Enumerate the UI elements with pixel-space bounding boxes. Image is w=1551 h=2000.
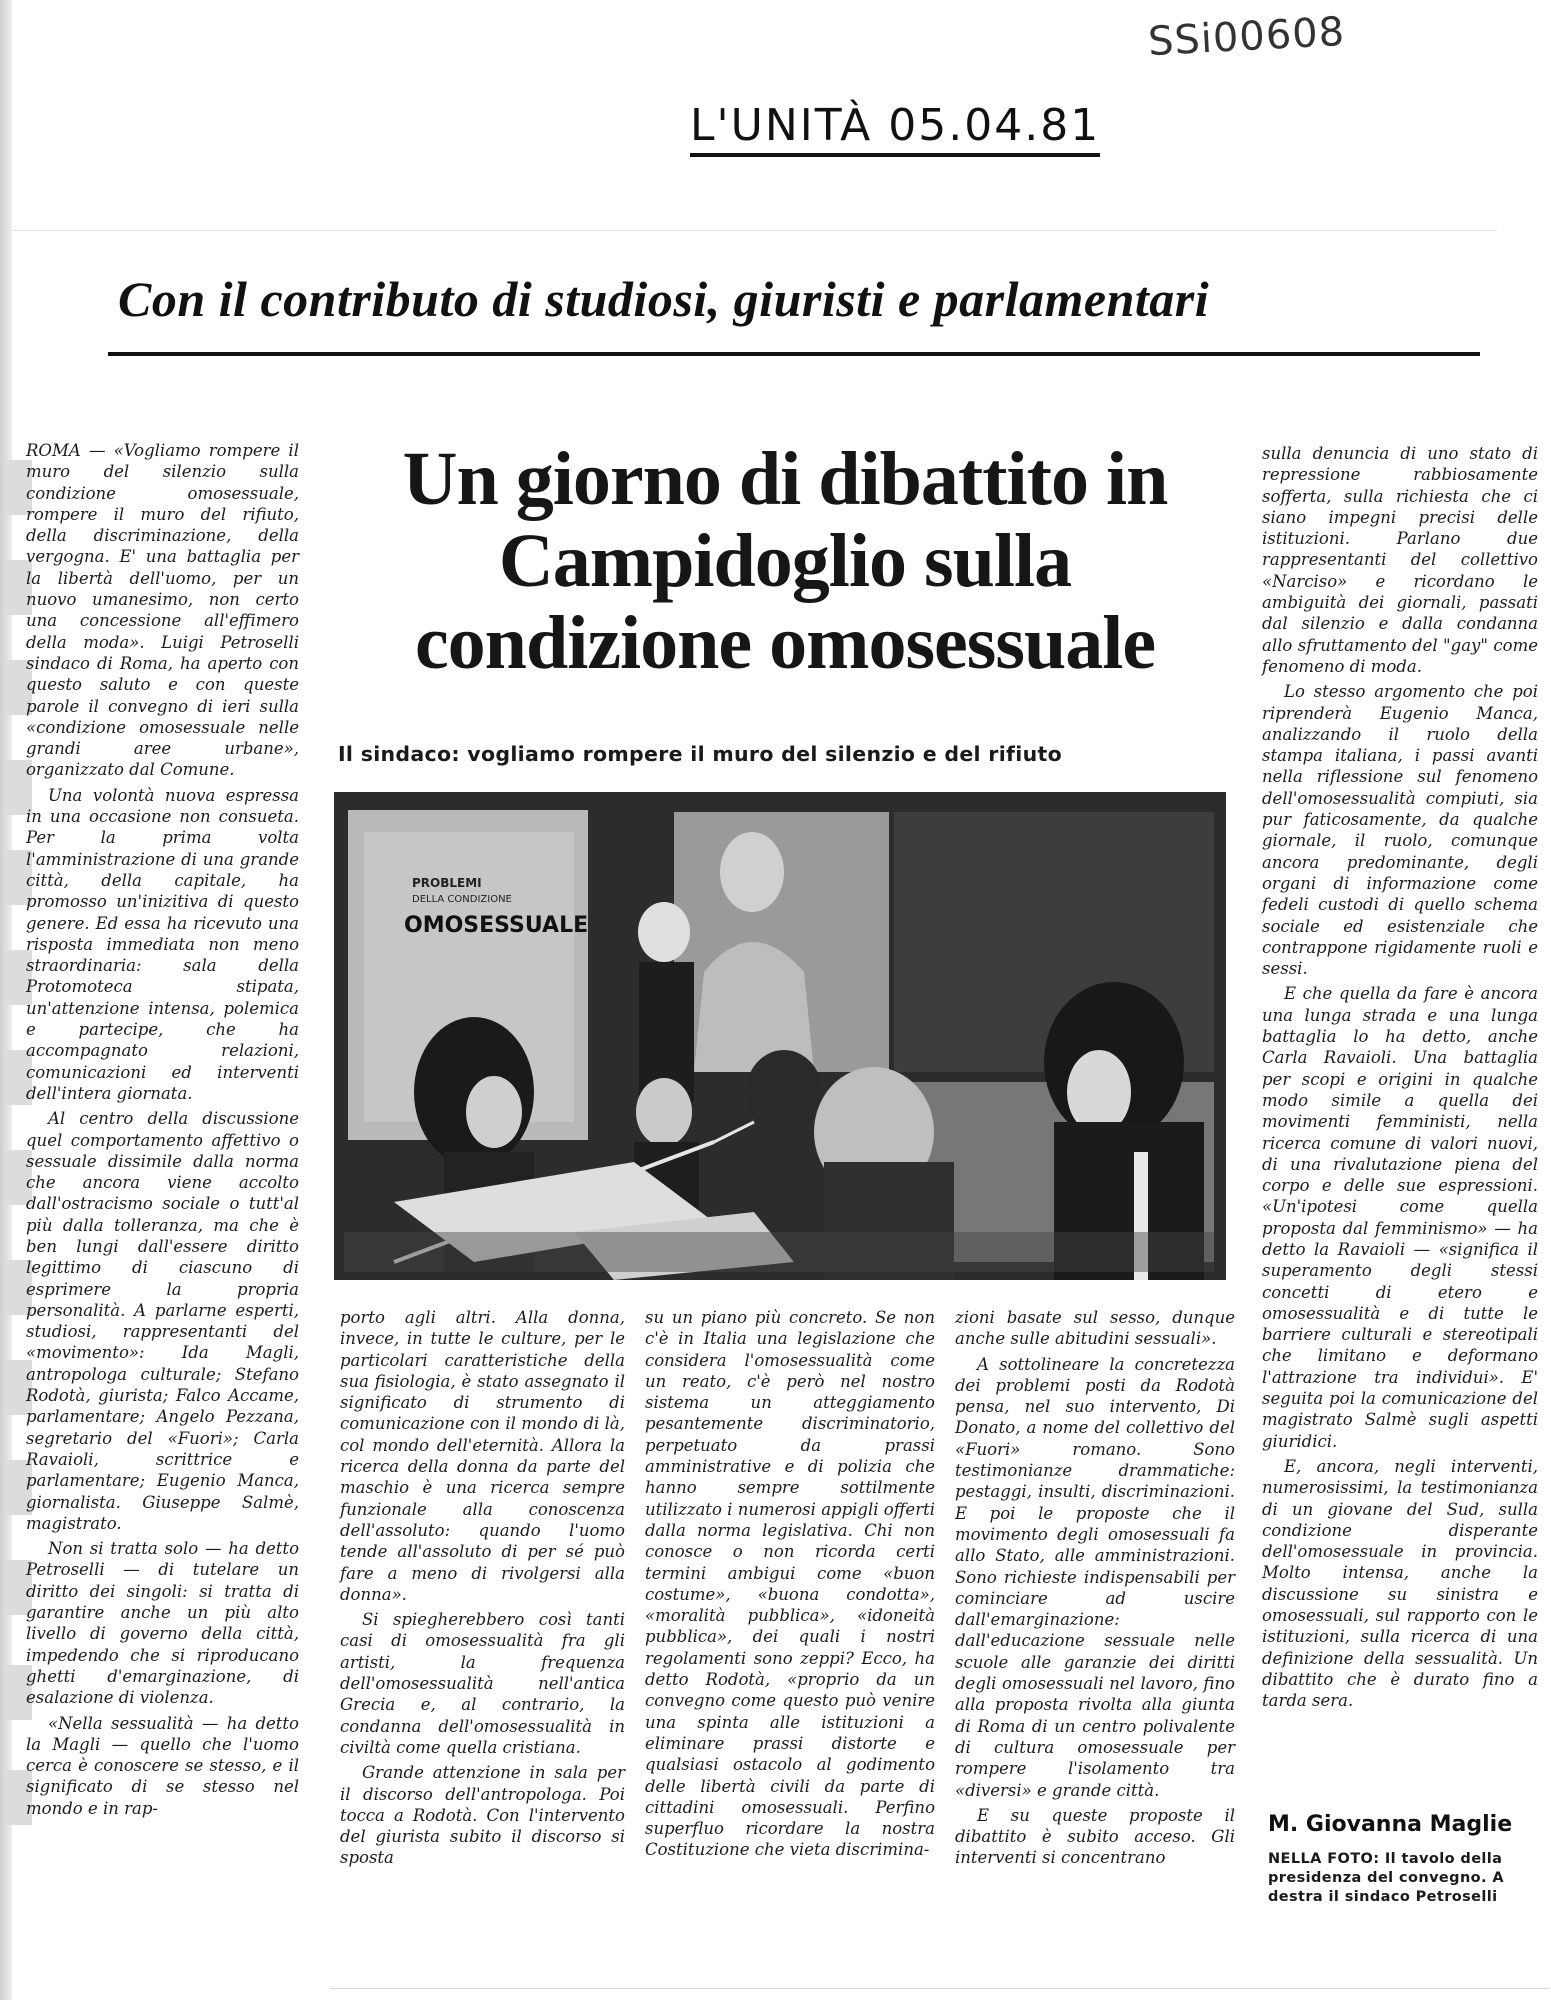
photo-illustration [334, 792, 1226, 1280]
article-column-3 [645, 1307, 935, 1865]
paragraph: E che quella da fare è ancora una lunga strada e una lunga battaglia lo ha detto, anche Carla Ravaioli. Una battaglia per scopi e origini in qualche modo simile a quella dei movimenti femministi, nella ricerca comune di valori nuovi, di una rivalutazione piena del corpo e delle sue espressioni. «Un'ipotesi come quella proposta dal femminismo» — ha detto la Ravaioli — «significa il superamento degli stessi concetti di etero e omosessualità e di tutte le barriere culturali e stereotipali che limitano e deformano l'attrazione tra individui». E' seguita poi la comunicazione del magistrato Salmè sugli aspetti giuridici. [1262, 984, 1538, 1451]
paragraph: zioni basate sul sesso, dunque anche sulle abitudini sessuali». [955, 1308, 1235, 1349]
paragraph: sulla denuncia di uno stato di repressione rabbiosamente sofferta, sulla richiesta che ci siano impegni precisi delle istituzioni. Parlano due rappresentanti del collettivo «Narciso» e ricordano le ambiguità dei giornali, passati dal silenzio e dalla condanna allo sfruttamento del "gay" come fenomeno di moda. [1262, 444, 1538, 676]
paragraph: «Nella sessualità — ha detto la Magli — quello che l'uomo cerca è conoscere se stesso, e il significato di se stesso nel mondo e in rap- [26, 1713, 299, 1818]
paragraph: Al centro della discussione quel comportamento affettivo o sessuale dissimile dalla norma che ancora viene accolto dall'ostracismo sociale o tutt'al più dalla tolleranza, ma che è ben lungi dall'essere diritto legittimo di ciascuno di esprimere la propria personalità. A parlarne esperti, studiosi, rappresentanti del «movimento»: Ida Magli, antropologa culturale; Stefano Rodotà, giurista; Falco Accame, parlamentare; Angelo Pezzana, segretario del «Fuori»; Carla Ravaioli, scrittrice e parlamentare; Eugenio Manca, giornalista. Giuseppe Salmè, magistrato. [26, 1109, 299, 1533]
paragraph: Una volontà nuova espressa in una occasione non consueta. Per la prima volta l'amministrazione di una grande città, della capitale, ha promosso un'inizitiva di questo genere. Ed essa ha ricevuto una risposta immediata non meno straordinaria: sala della Protomoteca stipata, un'attenzione intensa, polemica e partecipe, che ha accompagnato relazioni, comunicazioni ed interventi dell'intera giornata. [26, 785, 299, 1103]
caption-lead: NELLA FOTO: [1268, 1851, 1380, 1867]
kicker: Con il contributo di studiosi, giuristi e parlamentari [118, 271, 1210, 327]
paragraph: ROMA — «Vogliamo rompere il muro del silenzio sulla condizione omosessuale, rompere il muro del rifiuto, della discriminazione, della vergogna. E' una battaglia per la libertà dell'uomo, per un nuovo umanesimo, non certo una concessione all'effimero della moda». Luigi Petroselli sindaco di Roma, ha aperto con questo saluto e con queste parole il convegno di ieri sulla «condizione omosessuale nelle grandi aree urbane», organizzato dal Comune. [26, 441, 299, 780]
subheadline: Il sindaco: vogliamo rompere il muro del silenzio e del rifiuto [338, 742, 1062, 766]
kicker-rule [108, 352, 1480, 356]
photo-caption [1268, 1850, 1536, 1907]
clipping-bottom-edge [330, 1988, 1550, 1989]
news-photo [334, 792, 1226, 1280]
svg-text:OMOSESSUALE: OMOSESSUALE [404, 913, 589, 938]
paragraph: E su queste proposte il dibattito è subito acceso. Gli interventi si concentrano [955, 1805, 1235, 1868]
paragraph: A sottolineare la concretezza dei problemi posti da Rodotà pensa, nel suo intervento, Di Donato, a nome del collettivo del «Fuori» romano. Sono testimonianze drammatiche: pestaggi, insulti, discriminazioni. E poi le proposte che il movimento degli omosessuali fa allo Stato, alle amministrazioni. Sono richieste indispensabili per cominciare ad uscire dall'emarginazione: dall'educazione sessuale nelle scuole alle garanzie dei diritti degli omosessuali nel lavoro, fino alla proposta rivolta alla giunta di Roma di un centro polivalente di cultura omosessuale per rompere l'isolamento tra «diversi» e grande città. [955, 1354, 1235, 1800]
caption-text: Il tavolo della presidenza del convegno. A destra il sindaco Petroselli [1268, 1851, 1505, 1905]
paragraph: su un piano più concreto. Se non c'è in Italia una legislazione che considera l'omosessualità come un reato, c'è però nel nostro sistema un atteggiamento pesantemente discriminatorio, perpetuato da prassi amministrative e di polizia che hanno sempre sottilmente utilizzato i numerosi appigli offerti dalla norma legislativa. Chi non conosce o non ricorda certi termini ambigui come «buon costume», «buona condotta», «moralità pubblica», «idoneità pubblica», dei quali i nostri regolamenti sono zeppi? Ecco, ha detto Rodotà, «proprio da un convegno come questo può venire una spinta alle istituzioni a eliminare prassi distorte e qualsiasi ostacolo al godimento delle libertà civili da parte di cittadini omosessuali. Perfino superfluo ricordare la nostra Costituzione che vieta discrimina- [645, 1308, 935, 1860]
byline: M. Giovanna Maglie [1268, 1812, 1513, 1837]
paragraph: Non si tratta solo — ha detto Petroselli — di tutelare un diritto dei singoli: si tratta di garantire anche un più alto livello di governo della città, impedendo che si riproducano ghetti d'emarginazione, di esalazione di violenza. [26, 1539, 299, 1708]
paragraph: E, ancora, negli interventi, numerosissimi, la testimonianza di un giovane del Sud, sulla condizione disperante dell'omosessuale in provincia. Molto intensa, anche la discussione su sinistra e omosessuali, sul rapporto con le istituzioni, sulla ricerca di una definizione della sessualità. Un dibattito che è durato fino a tarda sera. [1262, 1456, 1538, 1711]
archive-code: SSi00608 [1146, 8, 1347, 66]
source-annotation: L'UNITÀ 05.04.81 [690, 100, 1100, 157]
paragraph: Lo stesso argomento che poi riprenderà Eugenio Manca, analizzando il ruolo della stampa italiana, i passi avanti nella riflessione sul fenomeno dell'omosessualità compiuti, sia pur faticosamente, da qualche giornale, il ruolo, comunque ancora predominante, degli organi di informazione come fedeli custodi di quello schema sociale ed esistenziale che contrappone rigidamente ruoli e sessi. [1262, 682, 1538, 979]
article-column-1 [26, 440, 299, 1823]
banner-text: PROBLEMI [412, 876, 482, 890]
article-column-5 [1262, 443, 1538, 1716]
paragraph: Grande attenzione in sala per il discorso dell'antropologa. Poi tocca a Rodotà. Con l'intervento del giurista subito il discorso si sposta [340, 1763, 625, 1868]
svg-text:DELLA CONDIZIONE: DELLA CONDIZIONE [412, 894, 512, 905]
clipping-edge [12, 230, 1497, 231]
article-column-4 [955, 1307, 1235, 1873]
article-column-2 [340, 1307, 625, 1873]
paragraph: Si spiegherebbero così tanti casi di omosessualità fra gli artisti, la frequenza dell'omosessualità nell'antica Grecia e, al contrario, la condanna dell'omosessualità in civiltà come quella cristiana. [340, 1610, 625, 1757]
paragraph: porto agli altri. Alla donna, invece, in tutte le culture, per le particolari caratteristiche della sua fisiologia, è stato assegnato il significato di strumento di comunicazione con il mondo di là, col mondo dell'eternità. Allora la ricerca della donna da parte del maschio è una ricerca sempre funzionale alla conoscenza dell'assoluto: quando l'uomo tende all'assoluto di per sé può fare a meno di rivolgersi alla donna». [340, 1308, 625, 1604]
headline: Un giorno di dibattito in Campidoglio sulla condizione omosessuale [402, 437, 1168, 685]
